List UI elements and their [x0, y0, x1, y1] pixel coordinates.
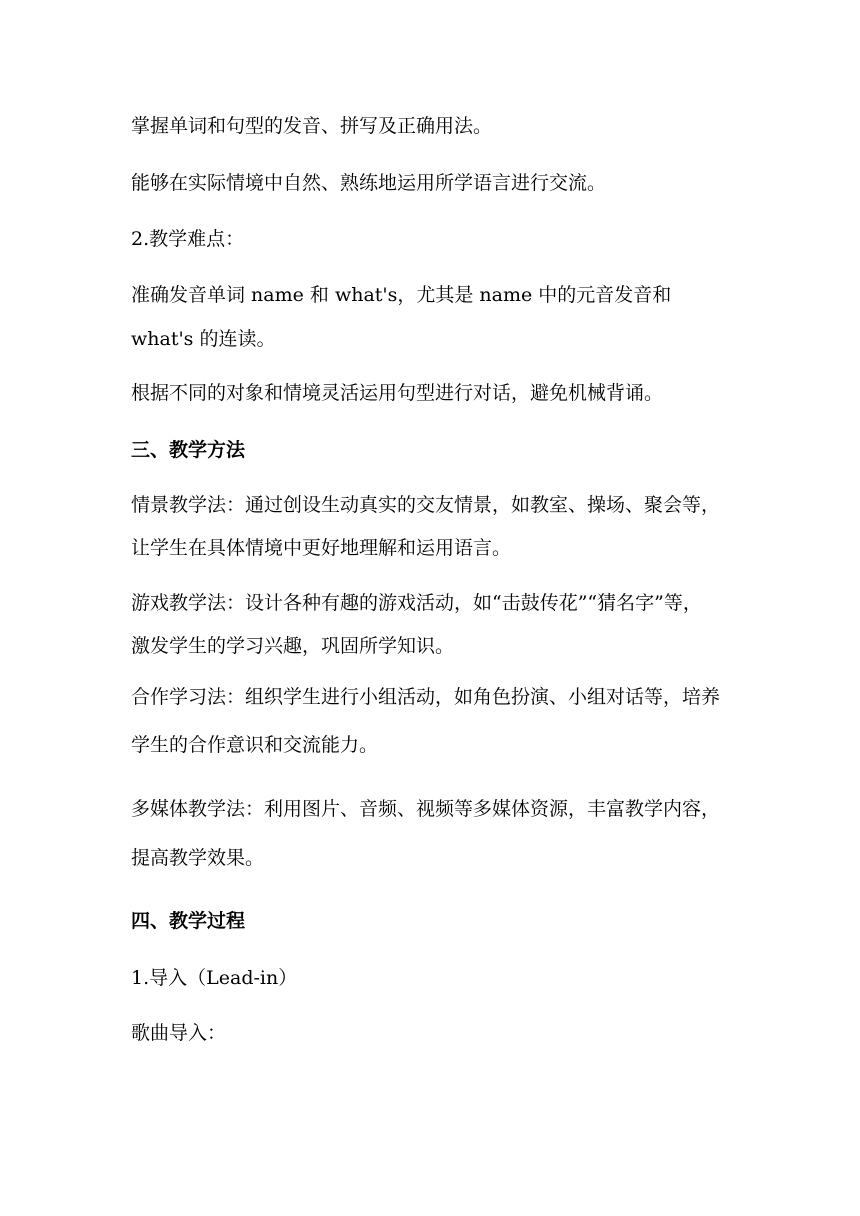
text-line: 歌曲导入：: [131, 1022, 227, 1044]
text-line: what's 的连读。: [131, 328, 276, 350]
text-line: 让学生在具体情境中更好地理解和运用语言。: [131, 537, 512, 559]
text-line: 提高教学效果。: [131, 847, 265, 869]
section-heading: 四、教学过程: [131, 910, 246, 932]
text-line: 准确发音单词 name 和 what's，尤其是 name 中的元音发音和: [131, 284, 672, 306]
text-line: 激发学生的学习兴趣，巩固所学知识。: [131, 635, 455, 657]
section-subheading: 1.导入（Lead-in）: [131, 967, 298, 989]
text-line: 学生的合作意识和交流能力。: [131, 734, 379, 756]
text-line: 多媒体教学法：利用图片、音频、视频等多媒体资源，丰富教学内容，: [131, 798, 721, 820]
text-line: 情景教学法：通过创设生动真实的交友情景，如教室、操场、聚会等，: [131, 494, 721, 516]
text-line: 能够在实际情境中自然、熟练地运用所学语言进行交流。: [131, 172, 607, 194]
text-line: 游戏教学法：设计各种有趣的游戏活动，如“击鼓传花”“猜名字”等，: [131, 592, 702, 614]
section-heading: 三、教学方法: [131, 439, 246, 461]
text-line: 合作学习法：组织学生进行小组活动，如角色扮演、小组对话等，培养: [131, 686, 721, 708]
text-line: 根据不同的对象和情境灵活运用句型进行对话，避免机械背诵。: [131, 382, 664, 404]
section-subheading: 2.教学难点：: [131, 228, 245, 250]
text-line: 掌握单词和句型的发音、拼写及正确用法。: [131, 115, 493, 137]
